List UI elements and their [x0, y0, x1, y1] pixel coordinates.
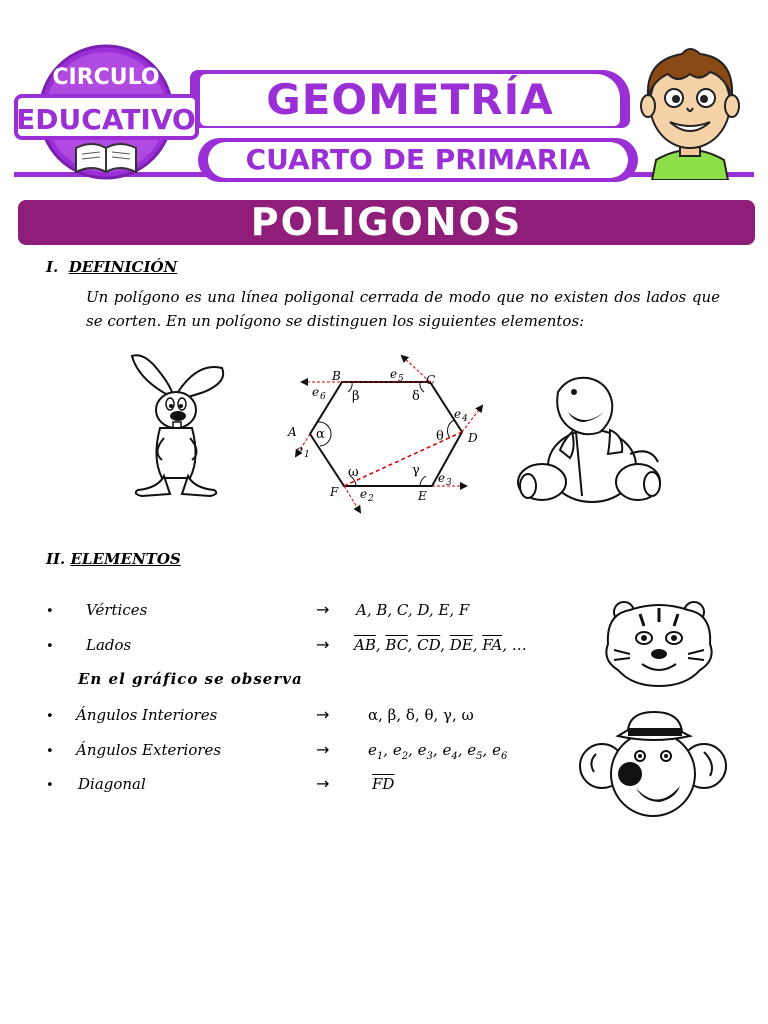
vertex-label-e: E [418, 489, 427, 503]
elemento-value-angulos-interiores: α, β, δ, θ, γ, ω [368, 706, 474, 724]
segment-fd: $\overline{FD}$ [372, 775, 395, 793]
elemento-label-lados: Lados [86, 636, 132, 654]
polygon-diagram [282, 350, 492, 520]
svg-text:6: 6 [320, 392, 326, 402]
arrow-icon: → [316, 774, 330, 793]
vertex-label-b: B [332, 369, 341, 383]
svg-text:e: e [390, 367, 398, 381]
vertex-label-f: F [330, 485, 339, 499]
vertex-label-a: A [288, 425, 297, 439]
vertex-label-d: D [468, 431, 478, 445]
section-number: II. [46, 550, 66, 568]
clown-icon [578, 708, 728, 820]
list-bullet: • [46, 778, 54, 793]
vertex-label-c: C [426, 373, 436, 387]
tiger-icon [600, 600, 718, 688]
list-bullet: • [46, 709, 54, 724]
list-bullet: • [46, 604, 54, 619]
svg-text:e: e [296, 443, 304, 457]
section-number: I. [46, 258, 59, 276]
segment-de: $\overline{DE}$ [449, 636, 473, 654]
svg-text:e: e [438, 471, 446, 485]
grade-subtitle: CUARTO DE PRIMARIA [245, 143, 591, 176]
logo-text-educativo: EDUCATIVO [16, 103, 196, 136]
segment-ab: $\overline{AB}$ [354, 636, 376, 654]
exterior-label-e6 [312, 385, 326, 402]
exterior-label-e3 [438, 471, 452, 488]
section-title: ELEMENTOS [70, 550, 181, 568]
subject-title: GEOMETRÍA [266, 75, 554, 124]
list-bullet: • [46, 744, 54, 759]
arrow-icon: → [316, 600, 330, 619]
segments-trail: , … [502, 636, 527, 654]
circulo-educativo-logo [14, 40, 199, 180]
boy-icon [634, 40, 746, 180]
angle-label-gamma: γ [412, 463, 420, 478]
book-icon [76, 144, 136, 172]
svg-text:e: e [360, 487, 368, 501]
segment-cd: $\overline{CD}$ [417, 636, 441, 654]
arrow-icon: → [316, 635, 330, 654]
elemento-label-vertices: Vértices [86, 601, 148, 619]
elemento-value-lados: $\overline{AB}$, $\overline{BC}$, $\overline{CD}$, $\overline{DE}$, $\overline{FA}$, … [354, 636, 527, 654]
svg-text:3: 3 [446, 478, 452, 488]
section-title: DEFINICIÓN [68, 258, 178, 276]
elemento-label-angulos-interiores: Ángulos Interiores [76, 706, 218, 724]
svg-text:e: e [312, 385, 320, 399]
angle-label-alpha: α [316, 427, 325, 442]
elemento-value-diagonal [372, 775, 394, 793]
arrow-icon: → [316, 740, 330, 759]
section-definicion-heading [46, 258, 177, 276]
elemento-value-vertices: A, B, C, D, E, F [356, 601, 470, 619]
angle-label-theta: θ [436, 429, 444, 444]
list-bullet: • [46, 639, 54, 654]
svg-text:1: 1 [304, 450, 310, 460]
exterior-label-e1 [296, 443, 310, 460]
elemento-label-angulos-exteriores: Ángulos Exteriores [76, 741, 222, 759]
dinosaur-icon [512, 372, 664, 512]
exterior-label-e2 [360, 487, 374, 504]
definition-paragraph: Un polígono es una línea poligonal cerrada de modo que no existen dos lados que se corten. En un polígono se distinguen los siguientes elementos: [86, 288, 720, 330]
angle-label-delta: δ [412, 389, 420, 404]
svg-text:e: e [454, 407, 462, 421]
svg-text:4: 4 [462, 414, 468, 424]
elemento-value-angulos-exteriores: $e_1$, $e_2$, $e_3$, $e_4$, $e_5$, $e_6$ [368, 741, 508, 762]
arrow-icon: → [316, 705, 330, 724]
section-elementos-heading [46, 550, 181, 568]
logo-text-circulo: CIRCULO [52, 65, 160, 90]
grafico-note: En el gráfico se observa [78, 670, 303, 688]
elemento-label-diagonal: Diagonal [78, 775, 146, 793]
segment-fa: $\overline{FA}$ [482, 636, 503, 654]
svg-text:2: 2 [368, 494, 374, 504]
rabbit-icon [118, 348, 238, 500]
svg-text:5: 5 [398, 374, 404, 384]
angle-label-omega: ω [348, 465, 359, 480]
angle-label-beta: β [352, 389, 360, 404]
segment-bc: $\overline{BC}$ [385, 636, 408, 654]
page-title: POLIGONOS [18, 200, 755, 245]
